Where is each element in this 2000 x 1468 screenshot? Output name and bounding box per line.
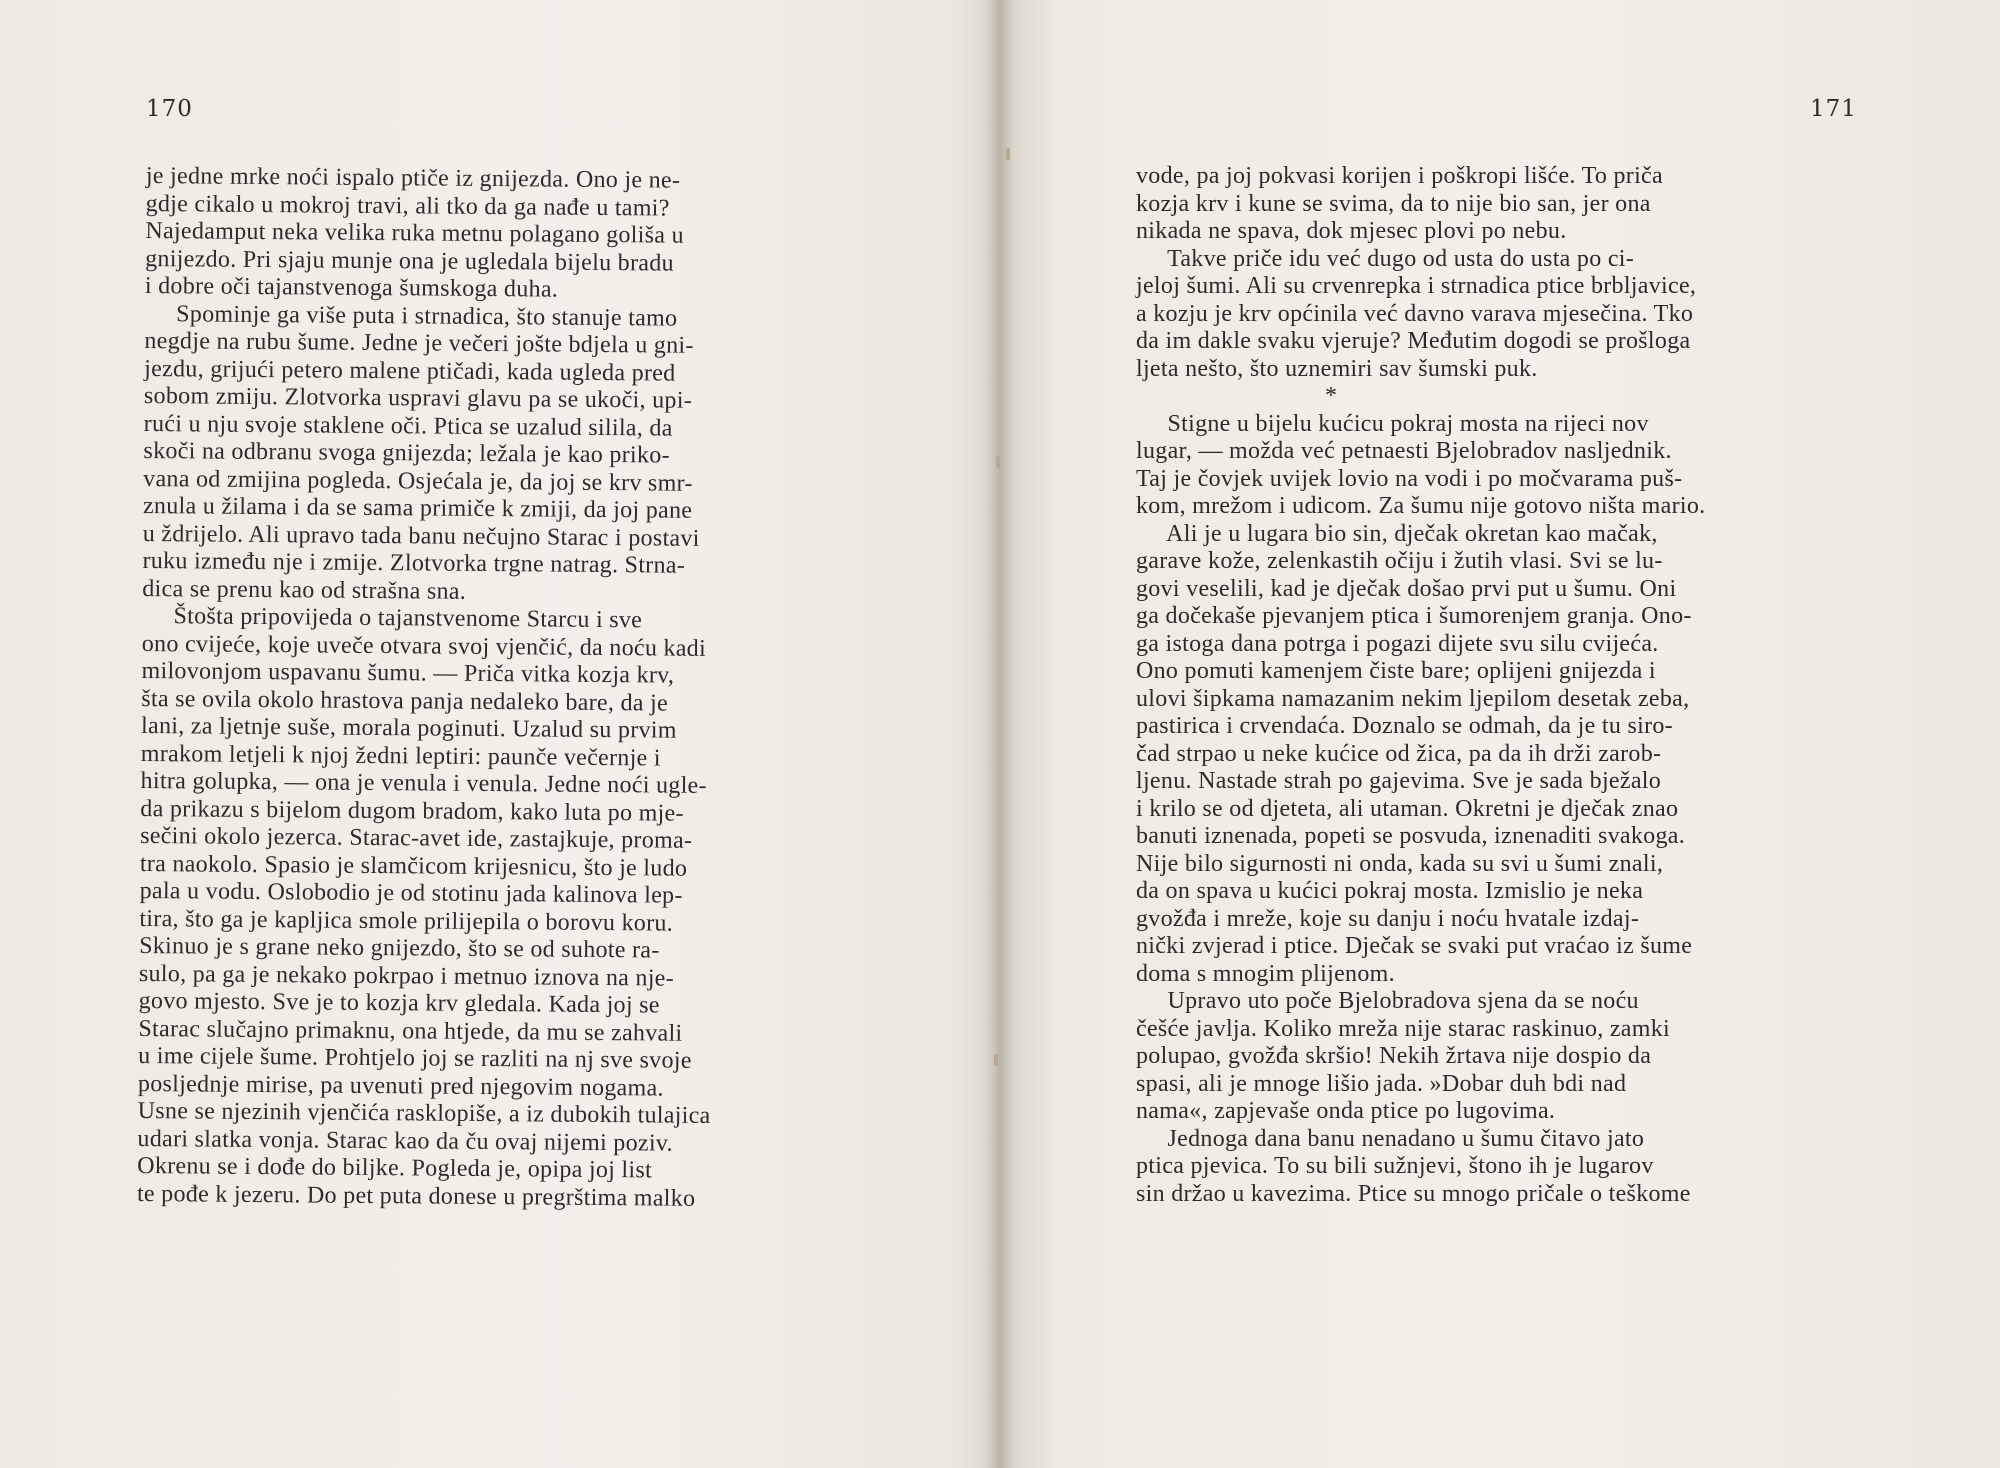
binding-mark	[996, 456, 1000, 468]
binding-mark	[994, 1054, 998, 1066]
page-text-left: je jedne mrke noći ispalo ptiče iz gnijezda. Ono je ne- gdje cikalo u mokroj travi, ali tko da ga nađe u tami? Najedamput neka velika ruka metnu polagano goliša u gnijezdo. Pri sjaju munje ona je ugledala bijelu bradu i dobre oči tajanstvenoga šumskoga duha. Spominje ga više puta i strnadica, što stanuje tamo negdje na rubu šume. Jedne je večeri jošte bdjela u gni- jezdu, grijući petero malene ptičadi, kada ugleda pred sobom zmiju. Zlotvorka uspravi glavu pa se ukoči, upi- rući u nju svoje staklene oči. Ptica se uzalud silila, da skoči na odbranu svoga gnijezda; ležala je kao priko- vana od zmijina pogleda. Osjećala je, da joj se krv smr- znula u žilama i da se sama primiče k zmiji, da joj pane u ždrijelo. Ali upravo tada banu nečujno Starac i postavi ruku između nje i zmije. Zlotvorka trgne natrag. Strna- dica se prenu kao od strašna sna. Štošta pripovijeda o tajanstvenome Starcu i sve ono cvijeće, koje uveče otvara svoj vjenčić, da noću kadi milovonjom uspavanu šumu. — Priča vitka kozja krv, šta se ovila okolo hrastova panja nedaleko bare, da je lani, za ljetnje suše, morala poginuti. Uzalud su prvim mrakom letjeli k njoj žedni leptiri: paunče večernje i hitra golupka, — ona je venula i venula. Jedne noći ugle- da prikazu s bijelom dugom bradom, kako luta po mje- sečini okolo jezerca. Starac-avet ide, zastajkuje, proma- tra naokolo. Spasio je slamčicom krijesnicu, što je ludo pala u vodu. Oslobodio je od stotinu jada kalinova lep- tira, što ga je kapljica smole prilijepila o borovu koru. Skinuo je s grane neko gnijezdo, što se od suhote ra- sulo, pa ga je nekako pokrpao i metnuo iznova na nje- govo mjesto. Sve je to kozja krv gledala. Kada joj se Starac slučajno primaknu, ona htjede, da mu se zahvali u ime cijele šume. Prohtjelo joj se razliti na nj sve svoje posljednje mirise, pa uvenuti pred njegovim nogama. Usne se njezinih vjenčića rasklopiše, a iz dubokih tulajica udari slatka vonja. Starac kao da ču ovaj nijemi poziv. Okrenu se i dođe do biljke. Pogleda je, opipa joj list te pođe k jezeru. Do pet puta donese u pregrštima malko	[136, 163, 711, 1212]
page-number-left: 170	[146, 96, 193, 122]
page-number-right: 171	[1810, 96, 1857, 122]
page-text-right: vode, pa joj pokvasi korijen i poškropi lišće. To priča kozja krv i kune se svima, da to nije bio san, jer ona nikada ne spava, dok mjesec plovi po nebu. Takve priče idu već dugo od usta do usta po ci- jeloj šumi. Ali su crvenrepka i strnadica ptice brbljavice, a kozju je krv općinila već davno varava mjesečina. Tko da im dakle svaku vjeruje? Međutim dogodi se prošloga ljeta nešto, što uznemiri sav šumski puk. * Stigne u bijelu kućicu pokraj mosta na rijeci nov lugar, — možda već petnaesti Bjelobradov nasljednik. Taj je čovjek uvijek lovio na vodi i po močvarama puš- kom, mrežom i udicom. Za šumu nije gotovo ništa mario. Ali je u lugara bio sin, dječak okretan kao mačak, garave kože, zelenkastih očiju i žutih vlasi. Svi se lu- govi veselili, kad je dječak došao prvi put u šumu. Oni ga dočekaše pjevanjem ptica i šumorenjem granja. Ono- ga istoga dana potrga i pogazi dijete svu silu cvijeća. Ono pomuti kamenjem čiste bare; oplijeni gnijezda i ulovi šipkama namazanim nekim ljepilom desetak zeba, pastirica i crvendaća. Doznalo se odmah, da je tu siro- čad strpao u neke kućice od žica, pa da ih drži zarob- ljenu. Nastade strah po gajevima. Sve je sada bježalo i krilo se od djeteta, ali utaman. Okretni je dječak znao banuti iznenada, popeti se posvuda, iznenaditi svakoga. Nije bilo sigurnosti ni onda, kada su svi u šumi znali, da on spava u kućici pokraj mosta. Izmislio je neka gvožđa i mreže, koje su danju i noću hvatale izdaj- nički zvjerad i ptice. Dječak se svaki put vraćao iz šume doma s mnogim plijenom. Upravo uto poče Bjelobradova sjena da se noću češće javlja. Koliko mreža nije starac raskinuo, zamki polupao, gvožđa skršio! Nekih žrtava nije dospio da spasi, ali je mnoge lišio jada. »Dobar duh bdi nad nama«, zapjevaše onda ptice po lugovima. Jednoga dana banu nenadano u šumu čitavo jato ptica pjevica. To su bili sužnjevi, štono ih je lugarov sin držao u kavezima. Ptice su mnogo pričale o teškome	[1136, 163, 1706, 1207]
binding-mark	[1006, 148, 1010, 160]
book-gutter	[985, 0, 1015, 1468]
